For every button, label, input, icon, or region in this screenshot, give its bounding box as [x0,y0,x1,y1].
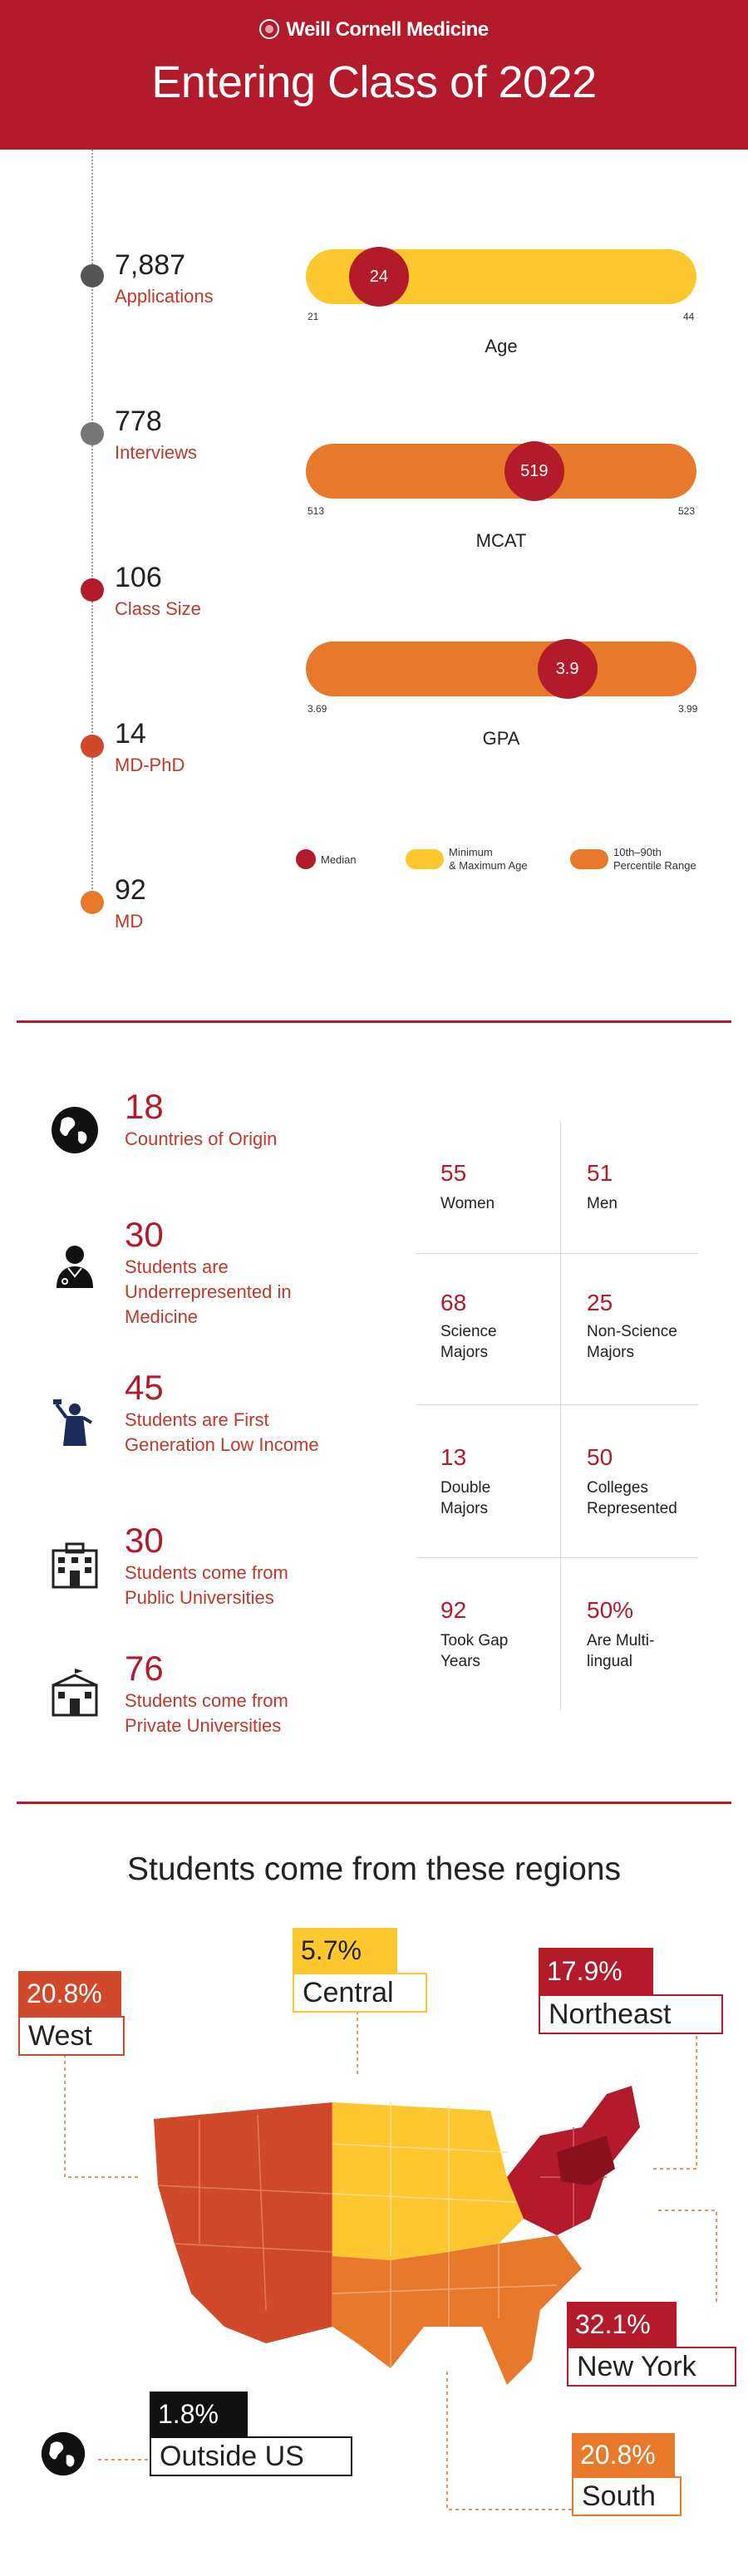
public-university-icon [50,1539,100,1589]
page-title: Entering Class of 2022 [151,57,597,107]
south-name: South [572,2476,682,2516]
private-university-icon [50,1667,100,1717]
section-divider-2 [17,1802,731,1804]
private-university-label: Students come from Private Universities [125,1690,288,1736]
brand-name: Weill Cornell Medicine [286,18,489,41]
multilingual-number: 50% [587,1597,634,1623]
central-pct: 5.7% [293,1928,397,1973]
timeline-dot-md-phd [81,735,104,758]
colleges-label: Colleges Represented [587,1479,677,1517]
regions-title: Students come from these regions [127,1851,621,1887]
legend-median-label: Median [321,853,357,866]
women-number: 55 [440,1160,467,1186]
brand-logo [0,18,748,42]
gpa-min: 3.69 [308,703,327,715]
public-university-number: 30 [125,1521,164,1560]
science-majors-number: 68 [440,1290,467,1315]
timeline-dot-applications [81,264,104,288]
new-york-connector [657,2210,716,2302]
legend-minmax-line2: & Maximum Age [449,859,528,872]
interviews-value: 778 [115,406,162,437]
legend-median-swatch [296,849,316,869]
first-gen-label: Students are First Generation Low Income [125,1409,319,1455]
private-university-number: 76 [125,1649,164,1688]
northeast-name: Northeast [539,1994,723,2034]
colleges-number: 50 [587,1444,613,1470]
grid-line-2 [416,1404,698,1405]
underrepresented-label: Students are Underrepresented in Medicine [125,1256,292,1327]
age-median: 24 [349,247,409,307]
gpa-bar [306,642,696,696]
doctor-icon [50,1241,100,1291]
grid-line-1 [416,1253,698,1254]
grid-line-3 [416,1557,698,1558]
men-label: Men [587,1195,618,1212]
applications-label: Applications [115,286,214,307]
women-label: Women [440,1195,495,1212]
multilingual-label: Are Multi-lingual [587,1632,655,1670]
age-max: 44 [683,311,695,322]
south-pct: 20.8% [572,2433,675,2476]
mcat-label: MCAT [475,530,527,551]
legend-range-line2: Percentile Range [613,859,696,872]
timeline-dot-class-size [81,578,104,602]
legend-minmax-line1: Minimum [449,846,493,858]
seal-icon [259,19,279,39]
legend-range-swatch [570,849,608,869]
double-majors-label: Double Majors [440,1479,491,1517]
graduate-icon [50,1398,100,1448]
mcat-max: 523 [678,505,696,517]
legend-range-line1: 10th–90th [613,846,662,858]
outside-us-pct: 1.8% [150,2392,248,2436]
northeast-connector [650,2036,696,2169]
countries-number: 18 [125,1087,164,1126]
west-connector [65,2054,141,2177]
non-science-majors-number: 25 [587,1290,613,1315]
mcat-median: 519 [504,441,564,501]
md-phd-label: MD-PhD [115,755,185,775]
globe-icon [50,1105,100,1155]
age-label: Age [485,336,518,356]
central-name: Central [293,1973,427,2013]
interviews-label: Interviews [115,442,198,463]
gpa-median: 3.9 [538,639,598,699]
northeast-pct: 17.9% [539,1948,653,1994]
md-phd-value: 14 [115,718,146,750]
public-university-label: Students come from Public Universities [125,1562,288,1608]
gpa-max: 3.99 [678,703,698,715]
west-pct: 20.8% [18,1971,121,2016]
legend-range-label [613,846,696,873]
timeline-dot-interviews [81,422,104,445]
west-name: West [18,2016,125,2056]
class-size-label: Class Size [115,598,201,619]
age-min: 21 [308,311,319,322]
double-majors-number: 13 [440,1444,467,1470]
legend-minmax-label [449,846,528,873]
south-connector [447,2368,572,2510]
gap-years-number: 92 [440,1597,467,1623]
new-york-name: New York [567,2347,736,2387]
non-science-majors-label: Non-Science Majors [587,1323,677,1361]
md-label: MD [115,911,144,932]
timeline-dot-md [81,891,104,914]
new-york-pct: 32.1% [567,2302,677,2347]
first-gen-number: 45 [125,1368,164,1407]
outside-us-name: Outside US [150,2436,352,2476]
timeline-line [91,150,93,906]
men-number: 51 [587,1160,613,1186]
underrepresented-number: 30 [125,1215,164,1254]
section-divider-1 [17,1020,731,1023]
header-banner [0,0,748,150]
countries-label: Countries of Origin [125,1128,278,1149]
gap-years-label: Took Gap Years [440,1632,509,1670]
legend-minmax-swatch [406,849,444,869]
applications-value: 7,887 [115,249,186,281]
mcat-bar [306,444,696,499]
age-bar [306,249,696,304]
mcat-min: 513 [308,505,325,517]
gpa-label: GPA [482,728,520,749]
class-size-value: 106 [115,562,162,593]
md-value: 92 [115,874,146,906]
science-majors-label: Science Majors [440,1323,497,1361]
